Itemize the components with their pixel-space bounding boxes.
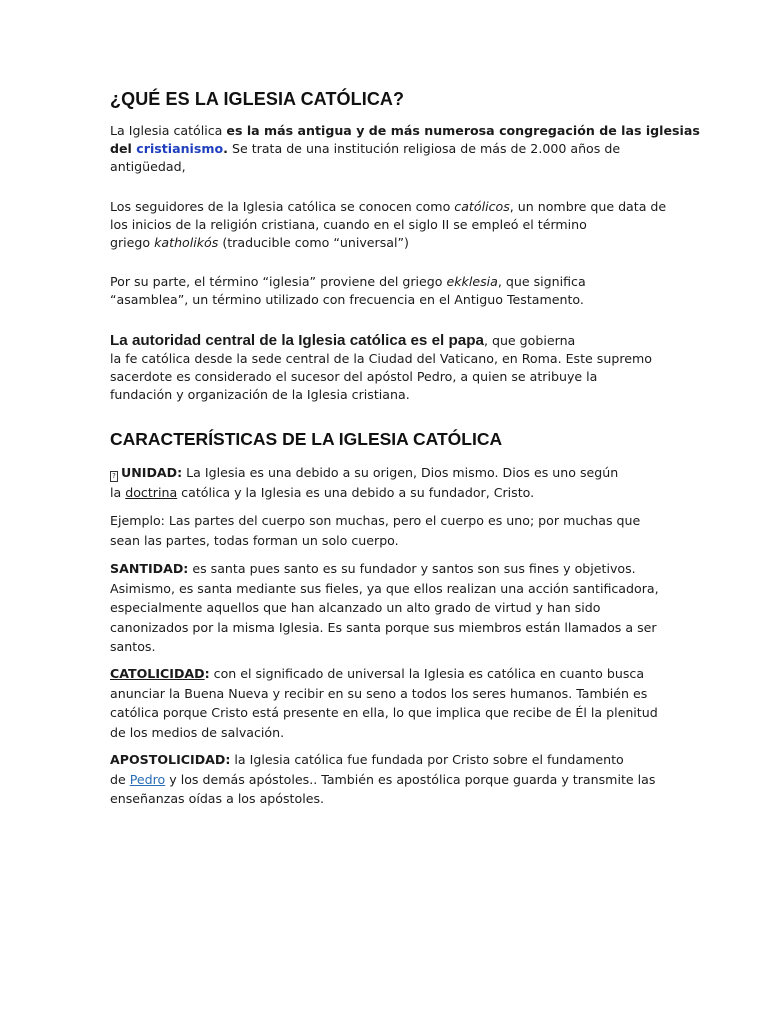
unidad-text: la — [110, 484, 126, 500]
catolicidad-text: con el significado de universal la Iglesia es católica en cuanto busca — [209, 666, 645, 681]
intro-text: La Iglesia católica — [110, 123, 227, 138]
authority-paragraph — [110, 332, 670, 404]
authority-line-1 — [110, 332, 670, 350]
katholikos-term: katholikós — [154, 235, 219, 250]
catolicidad-line-1 — [110, 664, 670, 684]
catolicos-term: católicos — [454, 199, 510, 214]
catolicidad-paragraph — [110, 664, 670, 742]
santidad-line-2: Asimismo, es santa mediante sus fieles, ya que ellos realizan una acción santificadora, — [110, 580, 659, 596]
intro-text: Se trata de una institución religiosa de más de 2.000 años de — [227, 141, 621, 156]
unidad-paragraph — [110, 463, 670, 502]
catolicidad-line-4: de los medios de salvación. — [110, 724, 285, 740]
catolicidad-label: CATOLICIDAD — [110, 666, 205, 681]
followers-paragraph — [110, 198, 670, 252]
intro-line-3: antigüedad, — [110, 159, 186, 174]
page-title: ¿QUÉ ES LA IGLESIA CATÓLICA? — [110, 89, 405, 109]
iglesia-term-line-2: “asamblea”, un término utilizado con frecuencia en el Antiguo Testamento. — [110, 292, 584, 307]
santidad-label: SANTIDAD: — [110, 561, 189, 576]
doctrina-link[interactable]: doctrina — [125, 484, 178, 500]
catolicidad-line-2: anunciar la Buena Nueva y recibir en su seno a todos los seres humanos. También es — [110, 685, 648, 701]
section-heading: CARACTERÍSTICAS DE LA IGLESIA CATÓLICA — [110, 429, 503, 449]
unidad-line-2 — [110, 483, 670, 503]
intro-line-1 — [110, 122, 700, 140]
iglesia-term-text: , que significa — [497, 274, 586, 289]
apostolicidad-line-2 — [110, 770, 670, 790]
intro-period: . — [223, 141, 228, 156]
ejemplo-line-2: sean las partes, todas forman un solo cuerpo. — [110, 532, 399, 548]
apostolicidad-line-1 — [110, 750, 670, 770]
unidad-line-1 — [110, 463, 670, 483]
followers-text: Los seguidores de la Iglesia católica se conocen como — [110, 199, 455, 214]
apostolicidad-line-3: enseñanzas oídas a los apóstoles. — [110, 791, 325, 806]
missing-glyph-icon: ? — [110, 471, 118, 482]
followers-text: (traducible como “universal”) — [218, 235, 409, 250]
followers-text: , un nombre que data de — [509, 199, 667, 214]
ejemplo-line-1: Ejemplo: Las partes del cuerpo son muchas, pero el cuerpo es uno; por muchas que — [110, 513, 641, 528]
followers-text: griego — [110, 235, 155, 250]
authority-text: , que gobierna — [483, 333, 576, 348]
apostolicidad-text: la Iglesia católica fue fundada por Cristo sobre el fundamento — [230, 752, 624, 767]
authority-bold-statement: La autoridad central de la Iglesia católica es el papa — [110, 332, 484, 349]
intro-bold-text: del — [110, 141, 137, 156]
authority-line-2: la fe católica desde la sede central de la Ciudad del Vaticano, en Roma. Este supremo — [110, 351, 652, 366]
pedro-link[interactable]: Pedro — [129, 771, 166, 787]
intro-paragraph — [110, 122, 700, 176]
catolicidad-line-3: católica porque Cristo está presente en ella, lo que implica que recibe de Él la plenitud — [110, 705, 658, 720]
authority-line-4: fundación y organización de la Iglesia cristiana. — [110, 387, 410, 402]
santidad-line-4: canonizados por la misma Iglesia. Es santa porque sus miembros están llamados a ser — [110, 619, 657, 635]
santidad-text: es santa pues santo es su fundador y santos son sus fines y objetivos. — [188, 561, 636, 576]
followers-line-1 — [110, 198, 670, 216]
followers-line-2: los inicios de la religión cristiana, cuando en el siglo II se empleó el término — [110, 217, 587, 232]
santidad-line-1 — [110, 559, 670, 579]
authority-line-3: sacerdote es considerado el sucesor del apóstol Pedro, a quien se atribuye la — [110, 369, 598, 384]
ejemplo-paragraph — [110, 511, 670, 550]
santidad-line-3: especialmente aquellos que han alcanzado un alto grado de virtud y han sido — [110, 600, 601, 615]
apostolicidad-paragraph — [110, 750, 670, 809]
santidad-paragraph — [110, 559, 670, 657]
catolicidad-colon: : — [204, 666, 210, 681]
santidad-line-5: santos. — [110, 639, 156, 654]
iglesia-term-text: Por su parte, el término “iglesia” proviene del griego — [110, 274, 447, 289]
unidad-text: La Iglesia es una debido a su origen, Dios mismo. Dios es uno según — [182, 465, 619, 480]
followers-line-3 — [110, 234, 670, 252]
unidad-label: UNIDAD: — [121, 465, 183, 480]
cristianismo-link[interactable]: cristianismo — [136, 141, 224, 156]
apostolicidad-text: de — [110, 771, 130, 787]
ekklesia-term: ekklesia — [446, 274, 498, 289]
apostolicidad-text: y los demás apóstoles.. También es apostólica porque guarda y transmite las — [165, 771, 656, 787]
iglesia-term-line-1 — [110, 273, 670, 291]
iglesia-term-paragraph — [110, 273, 670, 309]
intro-bold-text: es la más antigua y de más numerosa congregación de las iglesias — [226, 123, 700, 138]
unidad-text: católica y la Iglesia es una debido a su fundador, Cristo. — [177, 484, 535, 500]
apostolicidad-label: APOSTOLICIDAD: — [110, 752, 231, 767]
intro-line-2 — [110, 140, 670, 158]
